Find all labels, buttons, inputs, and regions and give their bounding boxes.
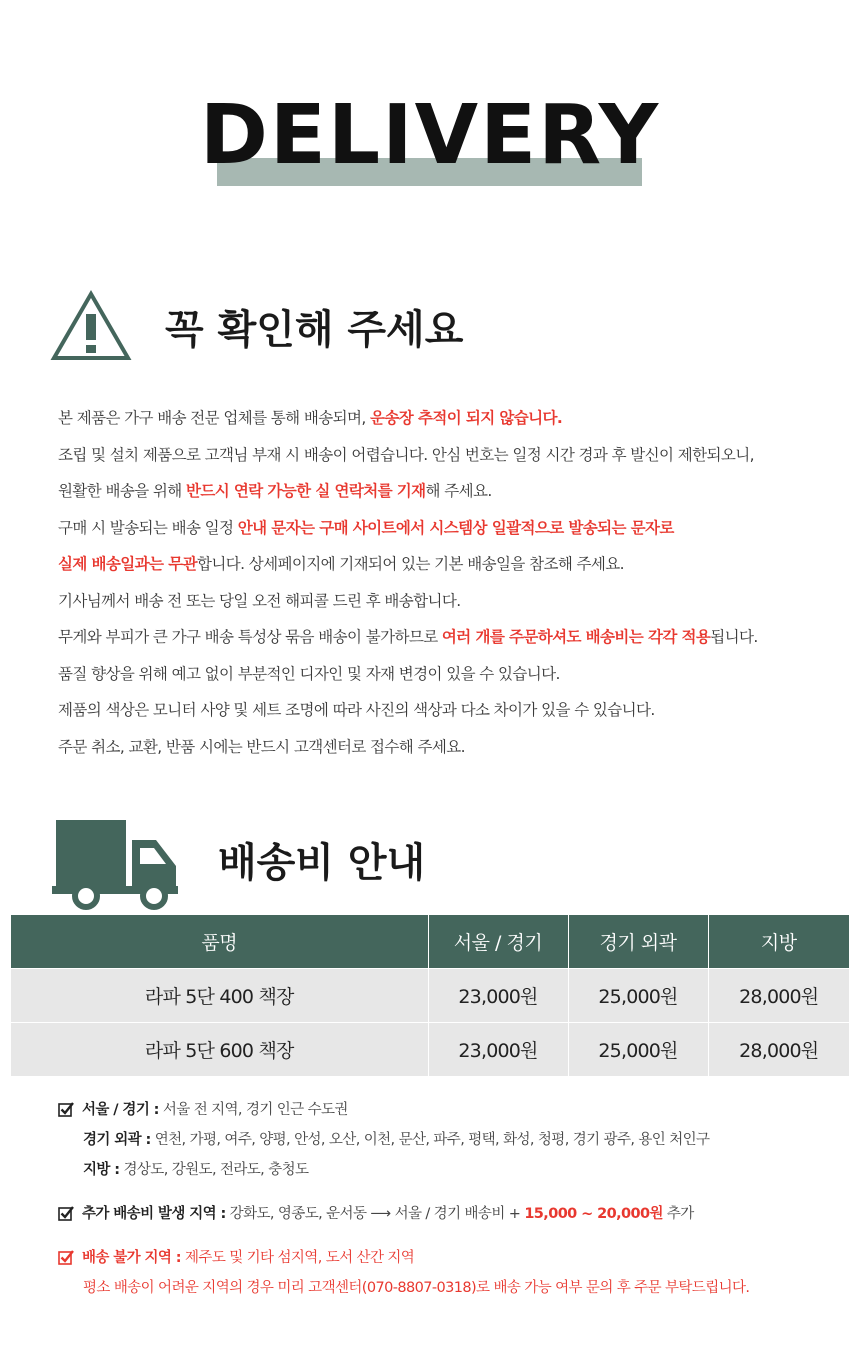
notice-line [58, 656, 848, 693]
notice-text: 기사님께서 배송 전 또는 당일 오전 해피콜 드린 후 배송합니다. [58, 591, 461, 610]
notice-text: 합니다. 상세페이지에 기재되어 있는 기본 배송일을 참조해 주세요. [196, 555, 624, 573]
notice-highlight: 운송장 추적이 되지 않습니다. [370, 409, 563, 427]
notice-text: 품질 향상을 위해 예고 없이 부분적인 디자인 및 자재 변경이 있을 수 있습니다. [58, 664, 560, 683]
notice-text: 조립 및 설치 제품으로 고객님 부재 시 배송이 어렵습니다. 안심 번호는 일정 시간 경과 후 발신이 제한되오니, [58, 445, 754, 464]
table-row [11, 969, 849, 1023]
notice-text: 원활한 배송을 위해 [58, 482, 186, 500]
notice-text: 됩니다. [710, 628, 758, 646]
notice-line [58, 729, 848, 766]
price-cell: 25,000원 [568, 1023, 708, 1077]
notice-text: 해 주세요. [425, 482, 492, 500]
price-cell: 25,000원 [568, 969, 708, 1023]
price-cell: 28,000원 [708, 1023, 849, 1077]
delivery-header [0, 0, 860, 220]
notice-text: 무게와 부피가 큰 가구 배송 특성상 묶음 배송이 불가하므로 [58, 628, 442, 646]
notice-highlight: 여러 개를 주문하셔도 배송비는 각각 적용 [441, 628, 711, 646]
notice-list [58, 400, 848, 765]
region-local-line [58, 1155, 848, 1185]
price-cell: 23,000원 [428, 969, 568, 1023]
notice-text: 본 제품은 가구 배송 전문 업체를 통해 배송되며, [58, 409, 371, 427]
notice-line [58, 437, 848, 474]
checkbox-checked-icon [58, 1205, 74, 1221]
extra-fee-amount: 15,000 ~ 20,000원 [524, 1206, 663, 1222]
notice-line [58, 473, 848, 510]
warning-triangle-icon [50, 290, 132, 362]
notice-text: 구매 시 발송되는 배송 일정 [58, 518, 238, 537]
region-seoul-line [58, 1095, 848, 1125]
notice-line [58, 546, 848, 583]
shipping-fee-table [11, 915, 849, 1076]
notice-title: 꼭 확인해 주세요 [165, 307, 464, 353]
table-header-row [11, 915, 849, 969]
region-nodelivery-note: 평소 배송이 어려운 지역의 경우 미리 고객센터(070-8807-0318)로 배송 가능 여부 문의 후 주문 부탁드립니다. [83, 1280, 750, 1296]
notice-highlight: 반드시 연락 가능한 실 연락처를 기재 [185, 482, 426, 500]
region-text: 제주도 및 기타 섬지역, 도서 산간 지역 [181, 1250, 415, 1266]
notice-line [58, 400, 848, 437]
notice-line [58, 510, 848, 547]
price-cell: 23,000원 [428, 1023, 568, 1077]
column-header-local: 지방 [708, 915, 849, 969]
region-label: 서울 / 경기 : [82, 1102, 159, 1118]
region-outer-line [58, 1125, 848, 1155]
region-nodelivery-line [58, 1243, 848, 1273]
column-header-outer: 경기 외곽 [568, 915, 708, 969]
fee-title: 배송비 안내 [218, 840, 426, 886]
notice-highlight: 실제 배송일과는 무관 [58, 555, 197, 573]
column-header-product: 품명 [11, 915, 428, 969]
notice-text: 주문 취소, 교환, 반품 시에는 반드시 고객센터로 접수해 주세요. [58, 737, 465, 756]
price-cell: 28,000원 [708, 969, 849, 1023]
region-text: 강화도, 영종도, 운서동 ⟶ 서울 / 경기 배송비 + [225, 1206, 525, 1222]
region-text: 추가 [662, 1206, 694, 1222]
region-label: 경기 외곽 : [83, 1132, 151, 1148]
column-header-seoul: 서울 / 경기 [428, 915, 568, 969]
checkbox-checked-icon [58, 1101, 74, 1117]
region-text: 경상도, 강원도, 전라도, 충청도 [119, 1162, 309, 1178]
region-label: 배송 불가 지역 : [82, 1250, 181, 1266]
region-text: 서울 전 지역, 경기 인근 수도권 [158, 1102, 348, 1118]
region-label: 지방 : [83, 1162, 120, 1178]
region-info [58, 1095, 848, 1303]
product-name-cell: 라파 5단 600 책장 [11, 1023, 428, 1077]
checkbox-checked-icon [58, 1249, 74, 1265]
notice-line [58, 583, 848, 620]
delivery-truck-icon [52, 820, 180, 910]
region-text: 연천, 가평, 여주, 양평, 안성, 오산, 이천, 문산, 파주, 평택, 화성, 청평, 경기 광주, 용인 처인구 [150, 1132, 710, 1148]
table-row [11, 1023, 849, 1077]
notice-line [58, 619, 848, 656]
region-extra-line [58, 1199, 848, 1229]
notice-highlight: 안내 문자는 구매 사이트에서 시스템상 일괄적으로 발송되는 문자로 [237, 518, 674, 537]
region-label: 추가 배송비 발생 지역 : [82, 1206, 226, 1222]
page-title: DELIVERY [199, 88, 661, 183]
notice-text: 제품의 색상은 모니터 사양 및 세트 조명에 따라 사진의 색상과 다소 차이가 있을 수 있습니다. [58, 701, 655, 719]
product-name-cell: 라파 5단 400 책장 [11, 969, 428, 1023]
notice-line [58, 692, 848, 729]
